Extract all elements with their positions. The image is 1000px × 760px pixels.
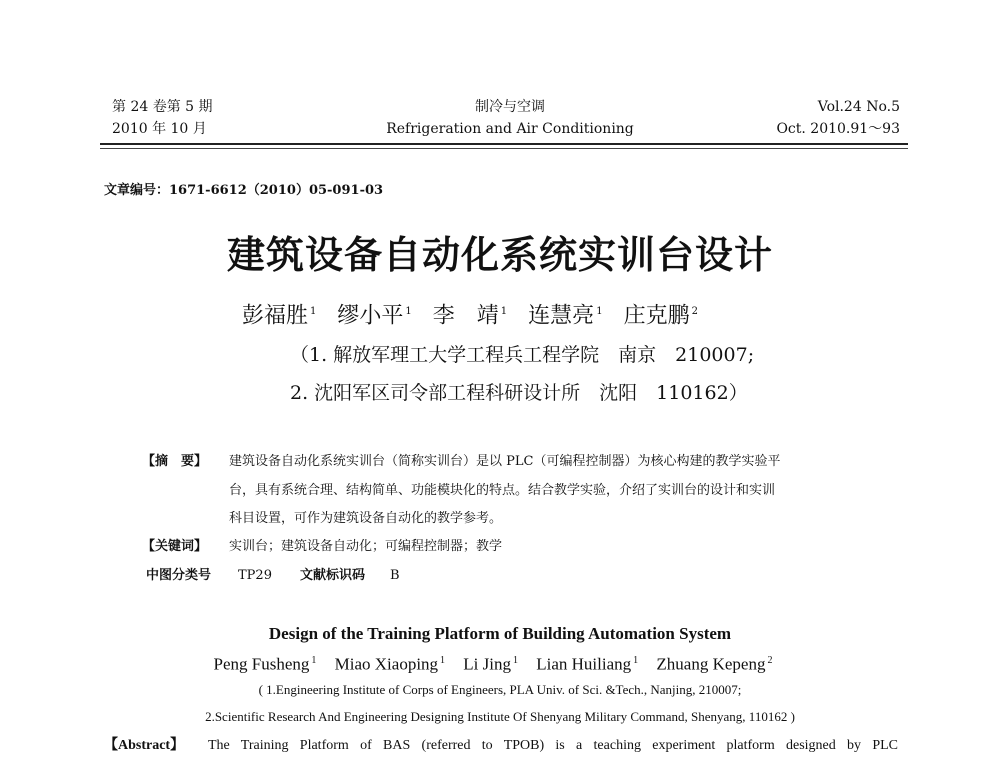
- keywords-cn-label: 【关键词】: [142, 539, 208, 554]
- author-en: Li Jing: [463, 654, 511, 674]
- author-cn-aff: 1: [500, 306, 508, 317]
- author-cn: 李 靖: [432, 303, 499, 329]
- affiliation-en-1: ( 1.Engineering Institute of Corps of Engineers, PLA Univ. of Sci. &Tech., Nanjing, 210007;: [258, 682, 742, 697]
- title-cn: 建筑设备自动化系统实训台设计: [226, 232, 773, 277]
- author-en: Lian Huiliang: [536, 654, 632, 674]
- abstract-cn-line: 建筑设备自动化系统实训台（简称实训台）是以 PLC（可编程控制器）为核心构建的教学实验平: [229, 454, 781, 469]
- journal-name-cn: 制冷与空调: [475, 99, 545, 115]
- affiliation-en-2: 2.Scientific Research And Engineering Designing Institute Of Shenyang Military Command, Shenyang, 110162 ): [205, 709, 795, 724]
- affiliation-cn-2: 2. 沈阳军区司令部工程科研设计所 沈阳 110162）: [290, 382, 748, 404]
- author-cn: 庄克鹏: [623, 303, 690, 329]
- abstract-en-text: The Training Platform of BAS (referred to TPOB) is a teaching experiment platform designed by PLC: [208, 738, 898, 753]
- author-cn-aff: 1: [596, 306, 603, 317]
- author-en: Peng Fusheng: [213, 654, 310, 674]
- author-en-aff: 1: [311, 655, 317, 666]
- header-rule-thick: [100, 143, 908, 145]
- author-cn-aff: 1: [405, 306, 412, 317]
- authors-en: [150, 650, 850, 676]
- author-cn-aff: 2: [691, 306, 698, 317]
- author-en: Zhuang Kepeng: [656, 654, 766, 674]
- header-rule-thin: [100, 148, 908, 149]
- author-en-aff: 1: [440, 655, 446, 666]
- article-number: 文章编号：1671-6612（2010）05-091-03: [104, 183, 384, 198]
- abstract-cn-line: 台，具有系统合理、结构简单、功能模块化的特点。结合教学实验，介绍了实训台的设计和实训: [229, 483, 776, 498]
- journal-name-en: Refrigeration and Air Conditioning: [386, 121, 634, 137]
- author-cn: 连慧亮: [528, 303, 595, 329]
- journal-pages: Oct. 2010.91～93: [776, 121, 900, 137]
- doc-code-label: 文献标识码: [300, 568, 366, 583]
- clc-value: TP29: [238, 568, 272, 583]
- abstract-cn-label: 【摘 要】: [142, 454, 208, 469]
- abstract-cn-line: 科目设置，可作为建筑设备自动化的教学参考。: [229, 511, 503, 526]
- author-en-aff: 1: [513, 655, 518, 666]
- title-en: Design of the Training Platform of Building Automation System: [268, 624, 732, 643]
- authors-cn: [242, 297, 712, 331]
- author-en-aff: 1: [633, 655, 639, 666]
- journal-volume-issue: 第 24 卷第 5 期: [112, 99, 213, 115]
- author-cn-aff: 1: [310, 306, 317, 317]
- clc-label: 中图分类号: [146, 568, 212, 583]
- doc-code-value: B: [390, 568, 400, 583]
- author-cn: 缪小平: [337, 303, 404, 329]
- keywords-cn: 实训台；建筑设备自动化；可编程控制器；教学: [229, 539, 503, 554]
- abstract-en-label: 【Abstract】: [104, 738, 185, 753]
- affiliation-cn-1: （1. 解放军理工大学工程兵工程学院 南京 210007;: [290, 344, 755, 366]
- journal-date: 2010 年 10 月: [112, 121, 207, 137]
- author-en: Miao Xiaoping: [334, 654, 439, 674]
- author-cn: 彭福胜: [242, 303, 309, 329]
- journal-volume-en: Vol.24 No.5: [817, 99, 900, 115]
- author-en-aff: 2: [767, 655, 773, 666]
